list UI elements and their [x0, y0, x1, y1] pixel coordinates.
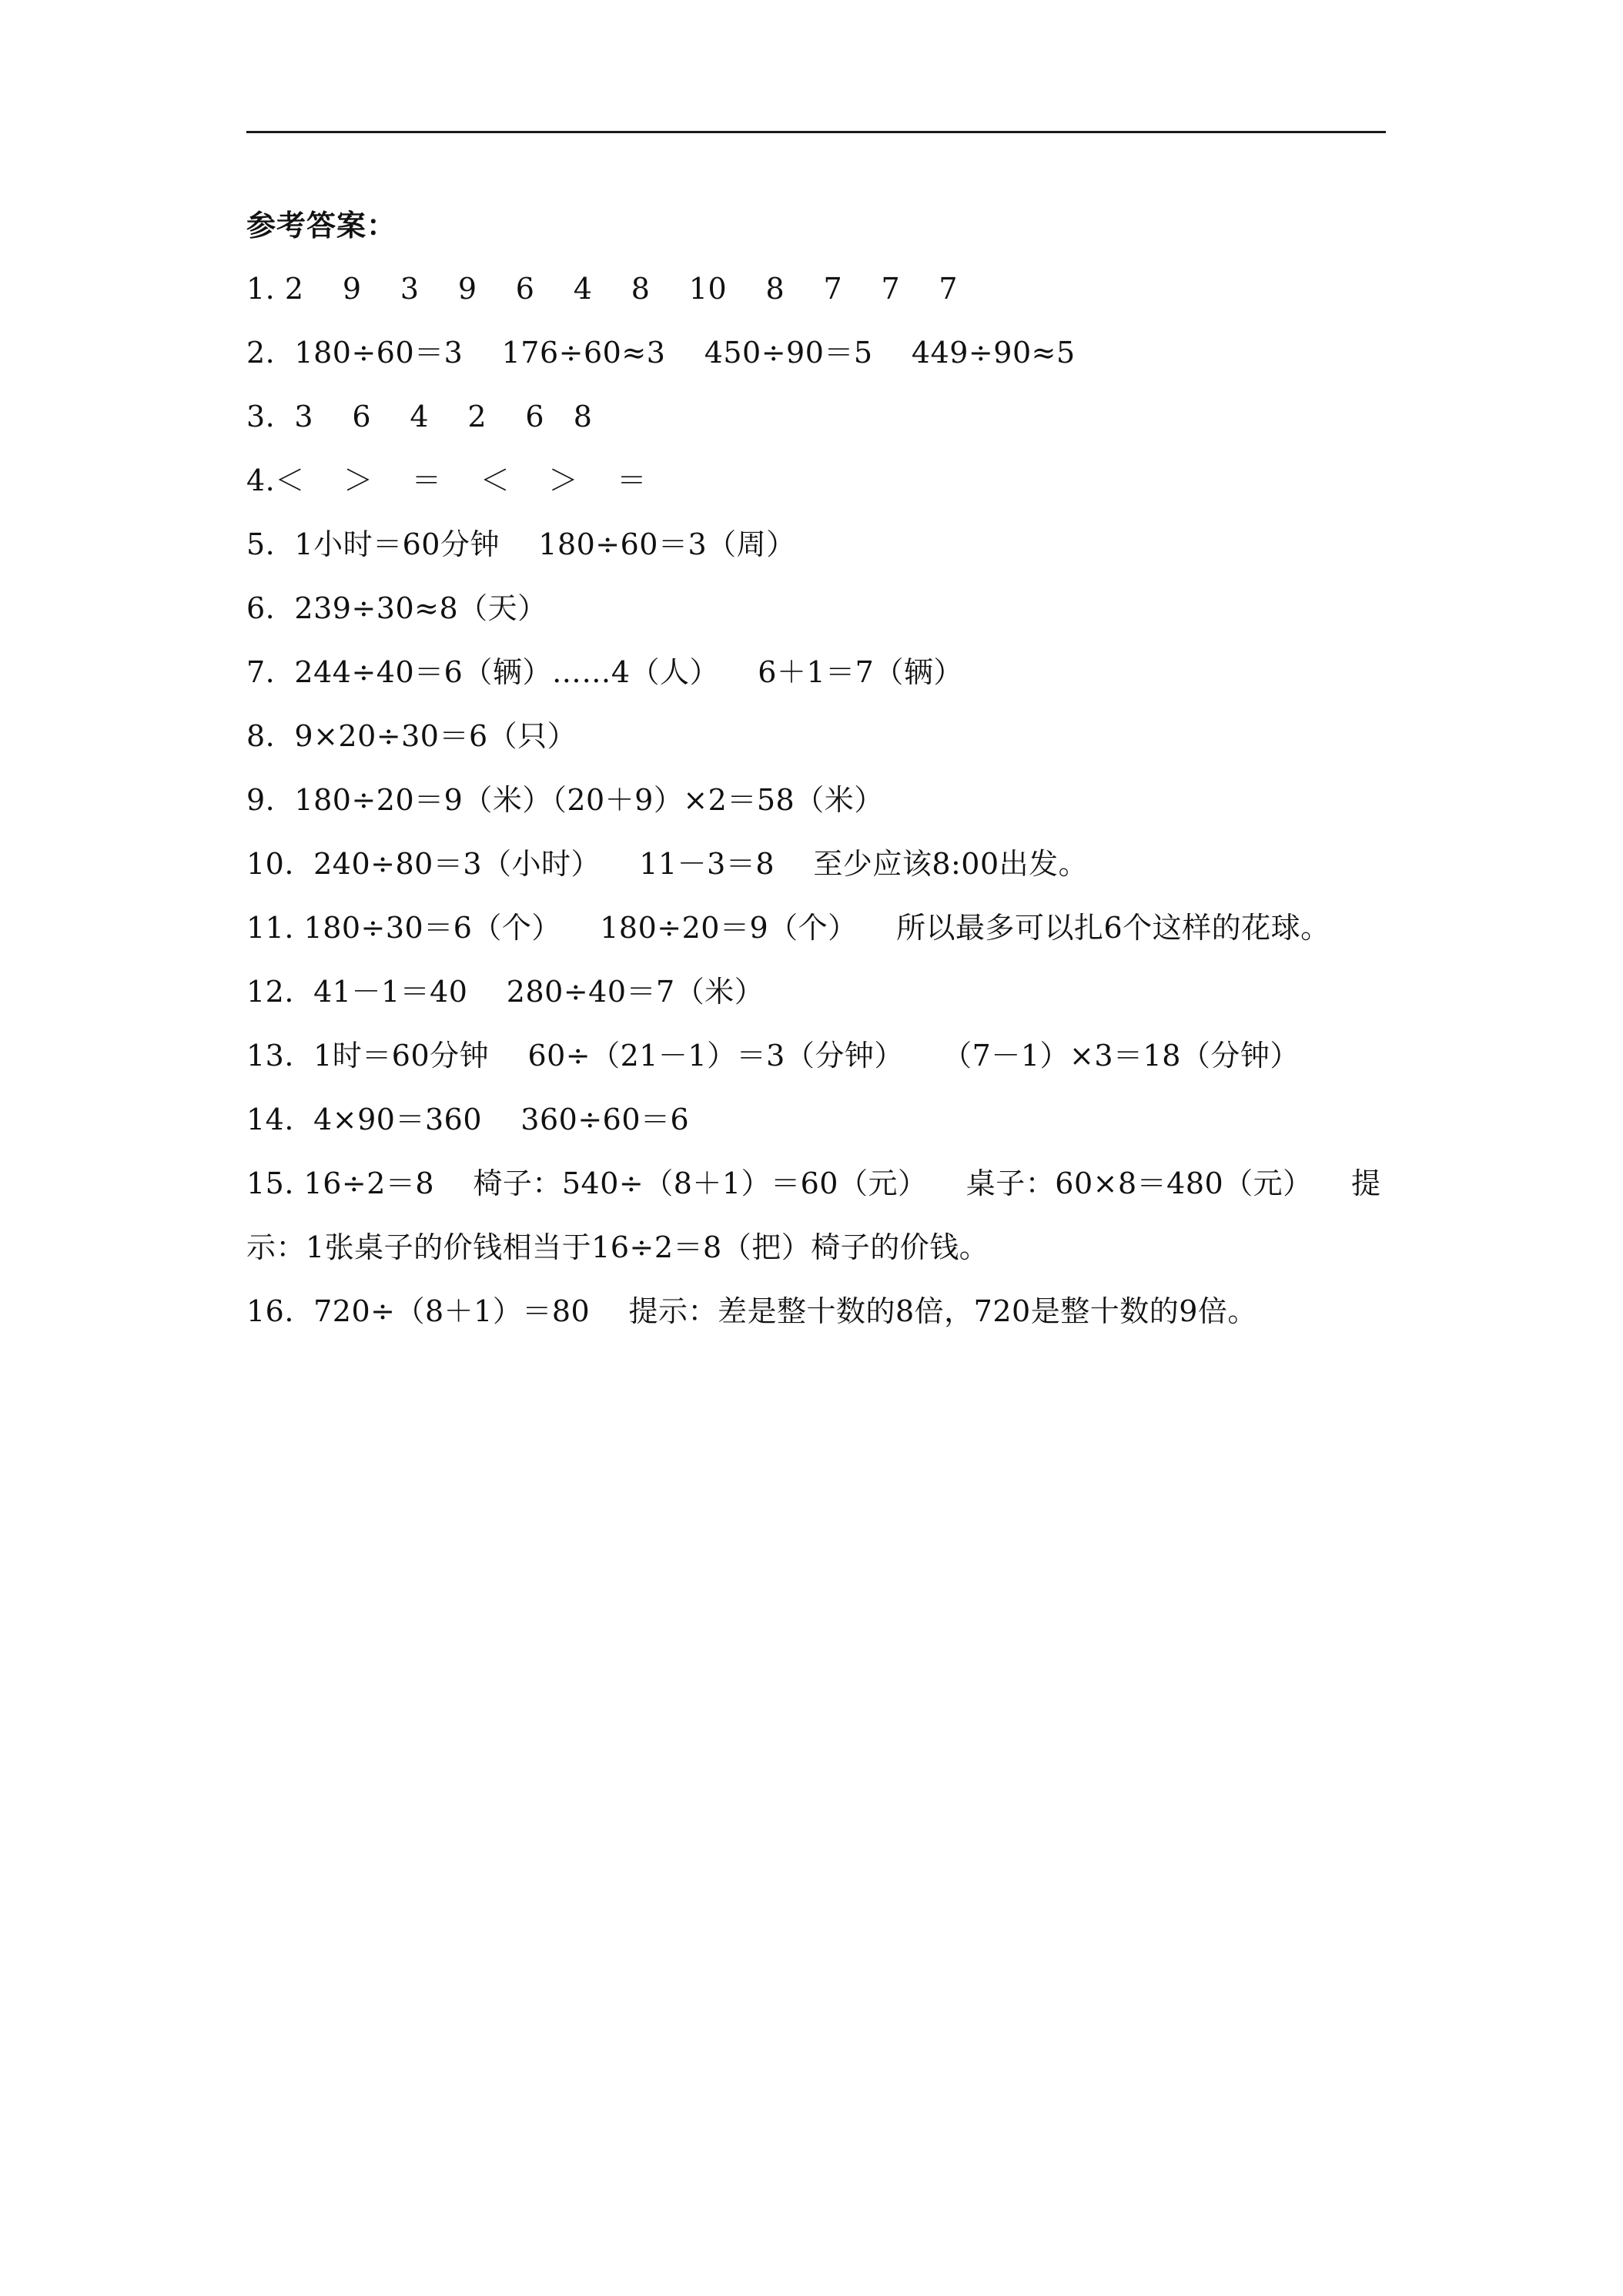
answer-10: 10. 240÷80＝3（小时） 11－3＝8 至少应该8:00出发。	[246, 847, 1089, 881]
answer-14: 14. 4×90＝360 360÷60＝6	[246, 1103, 690, 1136]
answer-key	[246, 194, 1386, 1344]
answer-2: 2. 180÷60＝3 176÷60≈3 450÷90＝5 449÷90≈5	[246, 336, 1076, 370]
answer-12: 12. 41－1＝40 280÷40＝7（米）	[246, 975, 765, 1009]
answer-3: 3. 3 6 4 2 6 8	[246, 400, 593, 433]
answer-key-heading: 参考答案：	[246, 209, 397, 243]
answer-16: 16. 720÷（8＋1）＝80 提示：差是整十数的8倍，720是整十数的9倍。	[246, 1294, 1257, 1328]
header-rule	[246, 131, 1386, 133]
answer-5: 5. 1小时＝60分钟 180÷60＝3（周）	[246, 527, 796, 561]
answer-15: 15. 16÷2＝8 椅子：540÷（8＋1）＝60（元） 桌子：60×8＝480（元） 提示：1张桌子的价钱相当于16÷2＝8（把）椅子的价钱。	[246, 1166, 1381, 1264]
answer-13: 13. 1时＝60分钟 60÷（21－1）＝3（分钟） （7－1）×3＝18（分钟）	[246, 1039, 1300, 1073]
answer-7: 7. 244÷40＝6（辆）……4（人） 6＋1＝7（辆）	[246, 655, 963, 689]
answer-6: 6. 239÷30≈8（天）	[246, 591, 547, 625]
answer-4: 4.＜ ＞ ＝ ＜ ＞ ＝	[246, 464, 647, 497]
answer-9: 9. 180÷20＝9（米）（20＋9）×2＝58（米）	[246, 783, 884, 817]
answer-8: 8. 9×20÷30＝6（只）	[246, 719, 577, 753]
answer-1: 1. 2 9 3 9 6 4 8 10 8 7 7 7	[246, 272, 959, 306]
answer-11: 11. 180÷30＝6（个） 180÷20＝9（个） 所以最多可以扎6个这样的花球。	[246, 911, 1330, 945]
